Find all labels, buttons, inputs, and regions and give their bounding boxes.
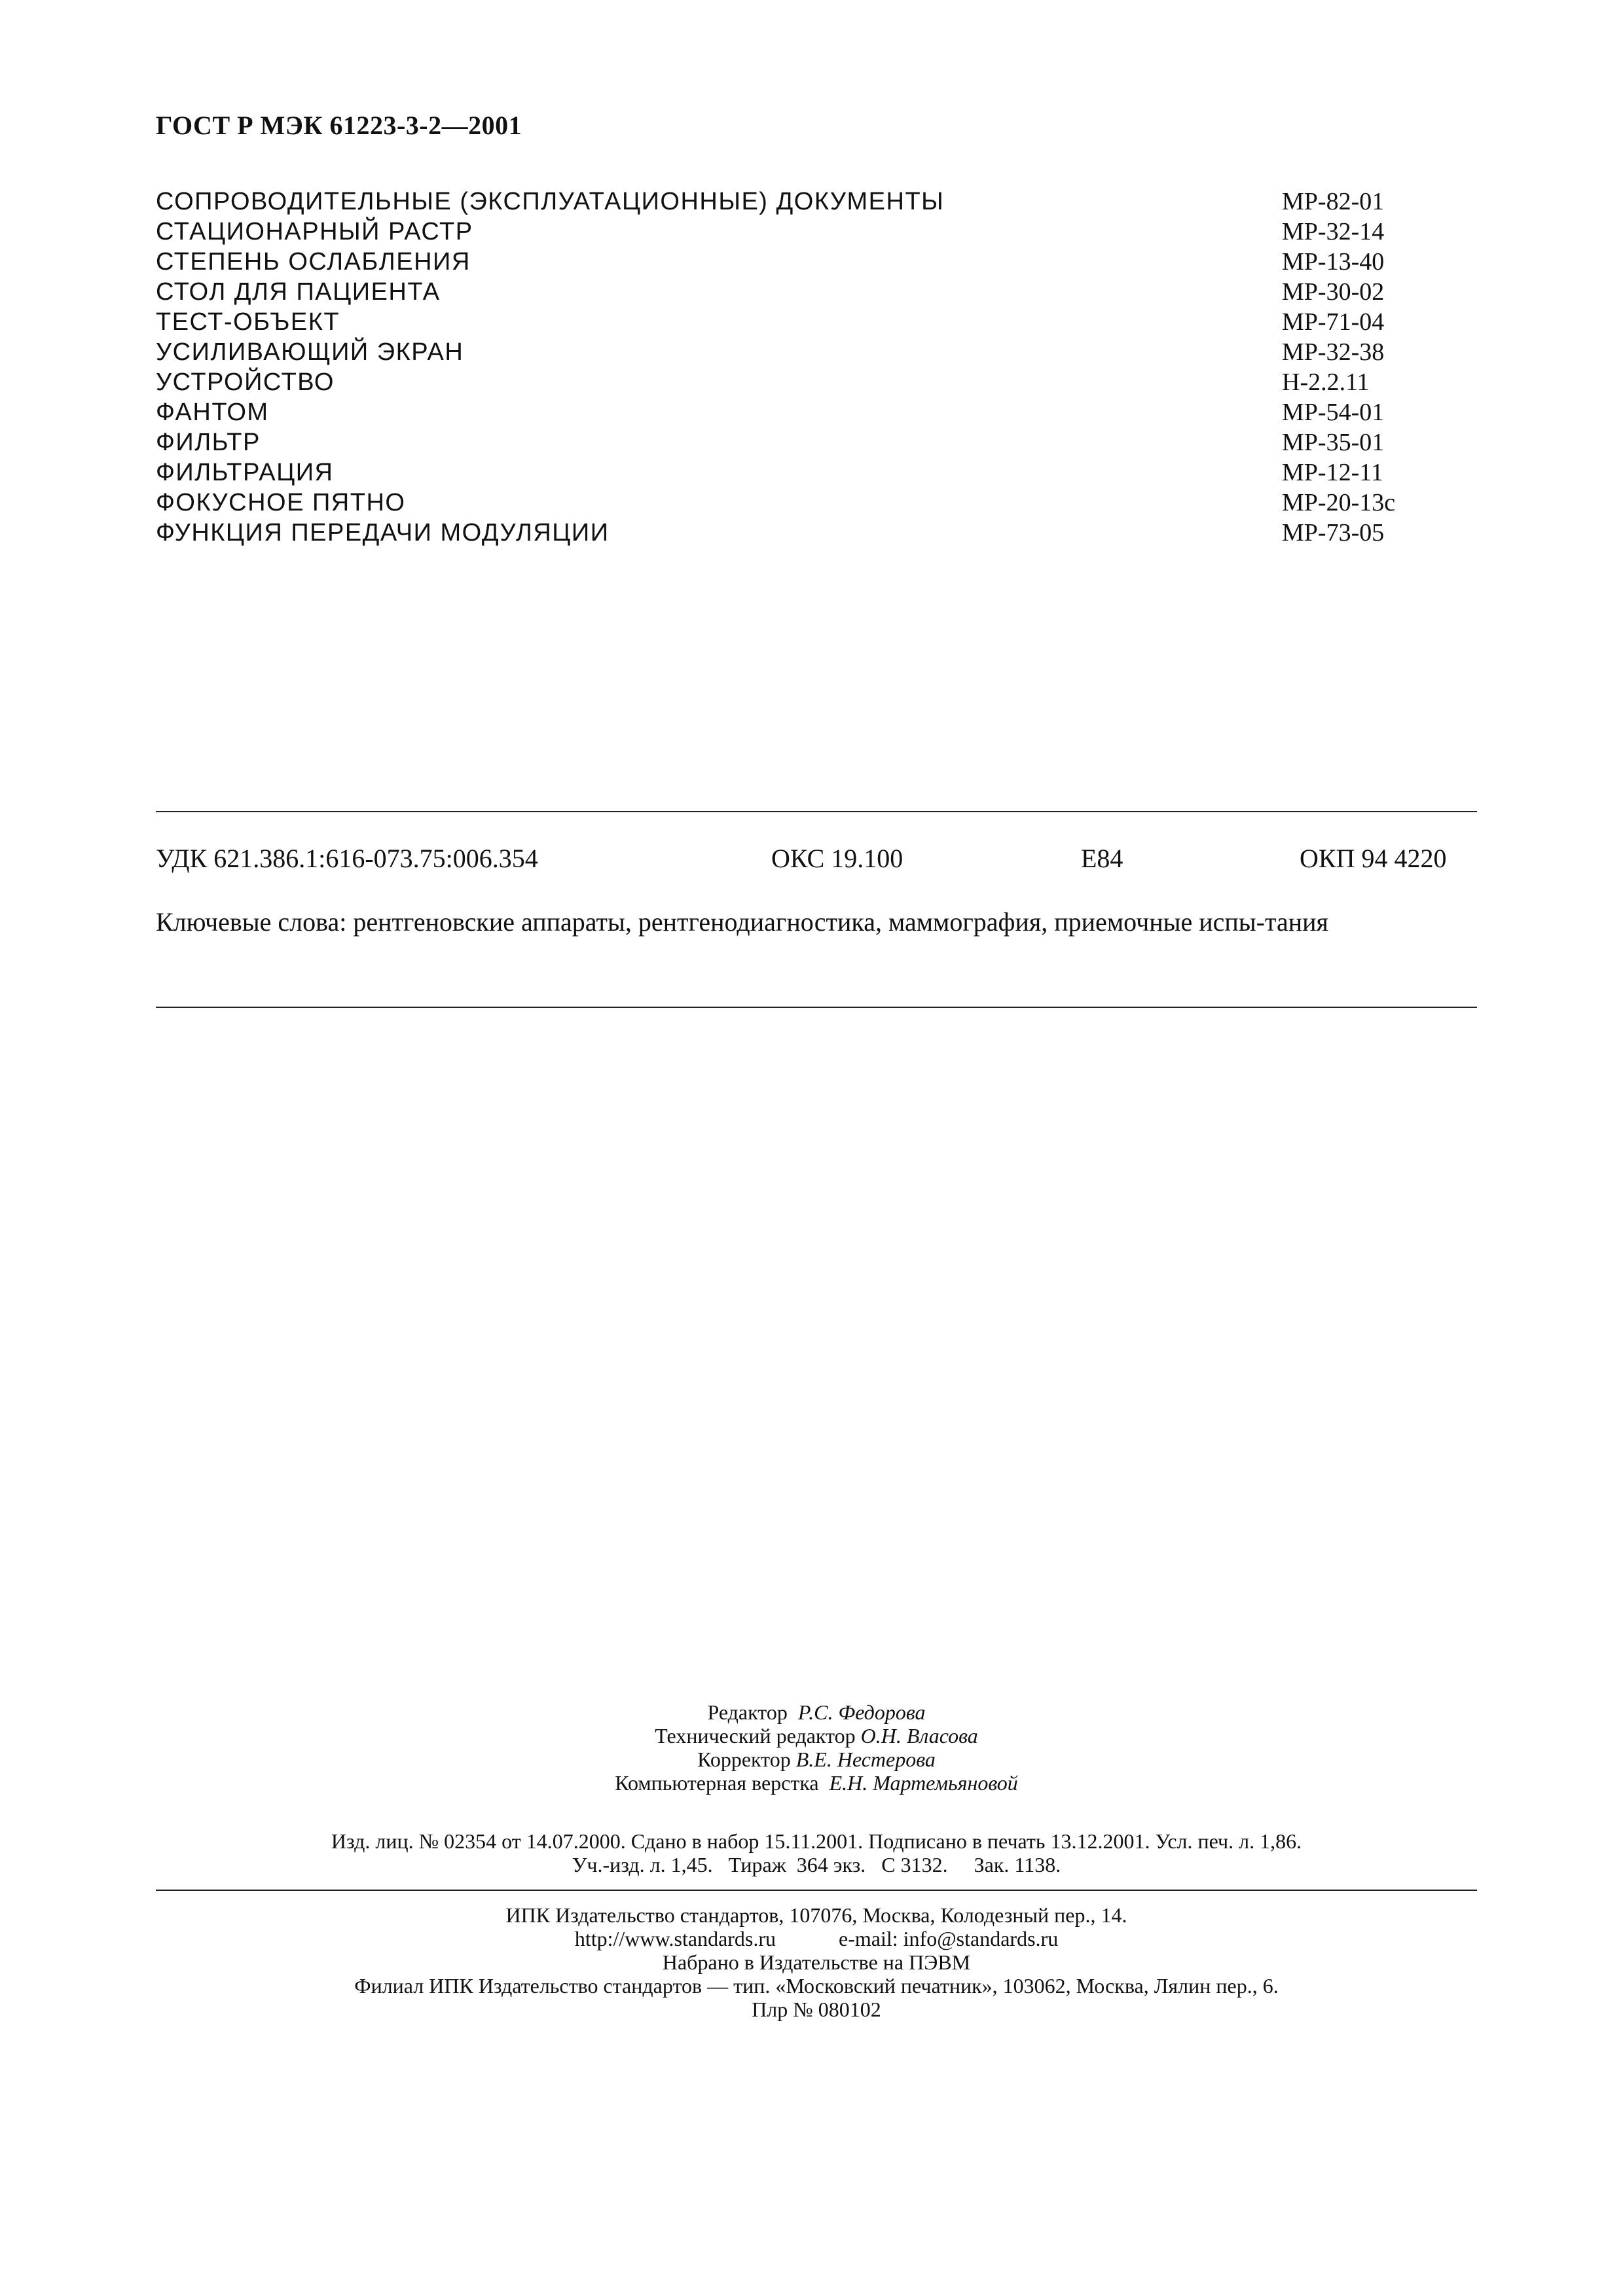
- term-row: [156, 397, 1419, 427]
- term-name: СТЕПЕНЬ ОСЛАБЛЕНИЯ: [156, 248, 471, 276]
- term-code: МР-12-11: [1282, 459, 1383, 486]
- publisher-address: ИПК Издательство стандартов, 107076, Москва, Колодезный пер., 14.: [505, 1903, 1127, 1927]
- term-name: ФОКУСНОЕ ПЯТНО: [156, 489, 406, 516]
- term-name: СТАЦИОНАРНЫЙ РАСТР: [156, 218, 473, 245]
- term-row: [156, 217, 1419, 247]
- term-row: [156, 277, 1419, 307]
- term-row: [156, 307, 1419, 337]
- term-code: МР-32-38: [1282, 338, 1385, 366]
- typeset-note: Набрано в Издательстве на ПЭВМ: [662, 1950, 971, 1974]
- term-code: Н-2.2.11: [1282, 368, 1370, 396]
- term-code: МР-13-40: [1282, 248, 1385, 276]
- term-row: [156, 367, 1419, 397]
- term-name: ТЕСТ-ОБЪЕКТ: [156, 308, 340, 336]
- term-code: МР-71-04: [1282, 308, 1385, 336]
- category-code: Е84: [1081, 844, 1123, 873]
- term-code: МР-20-13с: [1282, 489, 1396, 516]
- tech-editor-name: О.Н. Власова: [860, 1724, 978, 1748]
- term-name: СТОЛ ДЛЯ ПАЦИЕНТА: [156, 278, 441, 306]
- term-code: МР-73-05: [1282, 519, 1385, 547]
- term-row: [156, 247, 1419, 277]
- layout-name: Е.Н. Мартемьяновой: [829, 1771, 1018, 1795]
- editor-line: [156, 1700, 1477, 1724]
- publication-line-1: Изд. лиц. № 02354 от 14.07.2000. Сдано в набор 15.11.2001. Подписано в печать 13.12.2001. Усл. печ. л. 1,86.: [331, 1829, 1302, 1853]
- term-code: МР-32-14: [1282, 218, 1385, 245]
- printing-branch: Филиал ИПК Издательство стандартов — тип. «Московский печатник», 103062, Москва, Лялин пер., 6.: [354, 1974, 1279, 1998]
- corrector-line: [156, 1748, 1477, 1771]
- term-name: ФУНКЦИЯ ПЕРЕДАЧИ МОДУЛЯЦИИ: [156, 519, 610, 547]
- keywords-text: Ключевые слова: рентгеновские аппараты, рентгенодиагностика, маммография, приемочные испы-тания: [156, 907, 1328, 937]
- layout-line: [156, 1771, 1477, 1795]
- oks-code: ОКС 19.100: [771, 844, 903, 873]
- layout-label: Компьютерная верстка: [615, 1771, 819, 1795]
- editor-label: Редактор: [707, 1700, 788, 1724]
- tech-editor-line: [156, 1724, 1477, 1748]
- document-header: ГОСТ Р МЭК 61223-3-2—2001: [156, 111, 522, 140]
- publisher-block: [156, 1903, 1477, 2021]
- okp-code: ОКП 94 4220: [1300, 844, 1447, 873]
- publisher-contacts: [156, 1927, 1477, 1950]
- publisher-email: e-mail: info@standards.ru: [839, 1927, 1059, 1950]
- bottom-divider: [156, 1890, 1477, 1891]
- publication-line-2: Уч.-изд. л. 1,45. Тираж 364 экз. С 3132. Зак. 1138.: [572, 1853, 1061, 1876]
- middle-divider: [156, 1007, 1477, 1008]
- term-name: УСТРОЙСТВО: [156, 368, 335, 396]
- credits-block: [156, 1700, 1477, 1795]
- editor-name: Р.С. Федорова: [797, 1700, 926, 1724]
- corrector-label: Корректор: [697, 1748, 791, 1771]
- top-divider: [156, 811, 1477, 812]
- udk-code: УДК 621.386.1:616-073.75:006.354: [156, 844, 538, 873]
- publisher-website: http://www.standards.ru: [574, 1927, 776, 1950]
- term-name: ФАНТОМ: [156, 399, 269, 426]
- term-row: [156, 427, 1419, 457]
- term-row: [156, 187, 1419, 217]
- term-row: [156, 337, 1419, 367]
- terms-list: [156, 187, 1419, 548]
- term-code: МР-35-01: [1282, 429, 1385, 456]
- term-name: УСИЛИВАЮЩИЙ ЭКРАН: [156, 338, 464, 366]
- term-code: МР-82-01: [1282, 188, 1385, 215]
- term-row: [156, 518, 1419, 548]
- term-code: МР-30-02: [1282, 278, 1385, 306]
- corrector-name: В.Е. Нестерова: [795, 1748, 936, 1771]
- term-row: [156, 488, 1419, 518]
- plr-number: Плр № 080102: [752, 1998, 881, 2021]
- keywords: [156, 906, 1477, 938]
- tech-editor-label: Технический редактор: [655, 1724, 856, 1748]
- term-name: ФИЛЬТРАЦИЯ: [156, 459, 334, 486]
- term-name: СОПРОВОДИТЕЛЬНЫЕ (ЭКСПЛУАТАЦИОННЫЕ) ДОКУМЕНТЫ: [156, 188, 945, 215]
- term-code: МР-54-01: [1282, 399, 1385, 426]
- publication-block: [156, 1829, 1477, 1876]
- term-name: ФИЛЬТР: [156, 429, 261, 456]
- term-row: [156, 457, 1419, 488]
